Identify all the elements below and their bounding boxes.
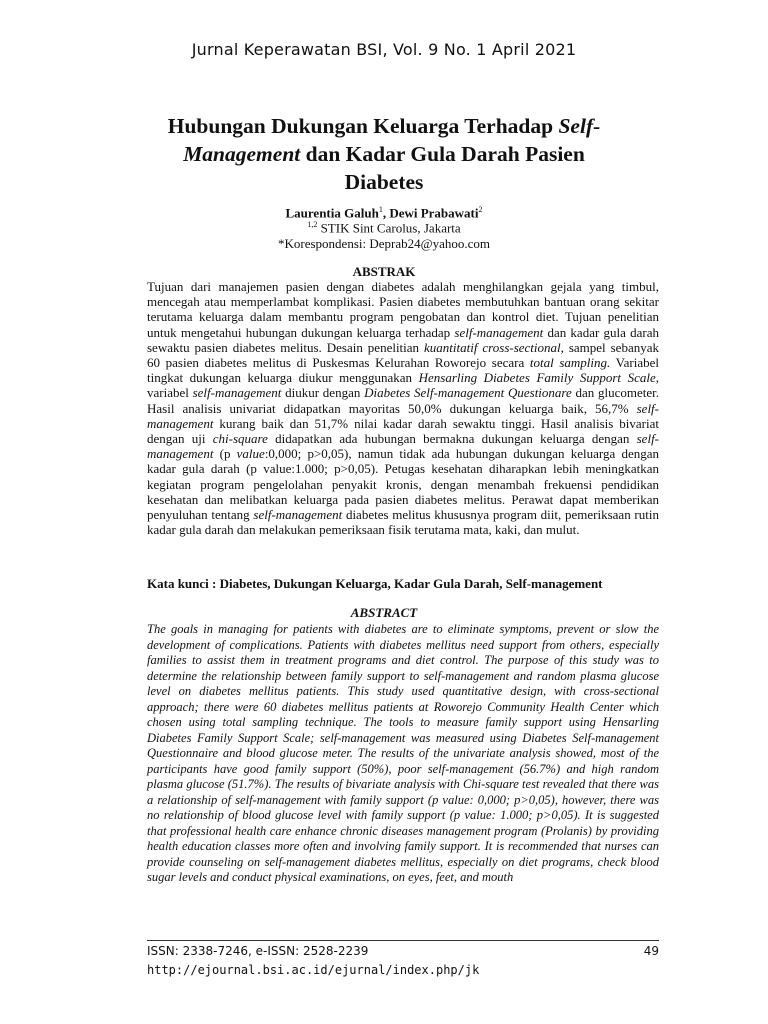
affiliation-text: STIK Sint Carolus, Jakarta xyxy=(317,220,461,236)
abstrak-text: diukur dengan xyxy=(281,385,365,401)
author-2-sup: 2 xyxy=(478,205,483,214)
footer-divider xyxy=(147,940,659,941)
abstrak-italic-term: self-management xyxy=(253,507,343,523)
abstrak-text: dan kadar gula darah sewaktu pasien diabetes melitus. Desain penelitian xyxy=(147,324,659,355)
page-number: 49 xyxy=(643,944,659,958)
abstrak-italic-term: self-management xyxy=(147,400,659,431)
abstrak-italic-term: value xyxy=(236,446,265,462)
abstrak-text: :0,000; p>0,05), namun tidak ada hubungan dukungan keluarga dengan kadar gula darah (p value:1.000; p>0,05). Petugas kesehatan diharapkan lebih meningkatkan kegiatan program pengelolahan penyakit kronis, dengan menambah frekuensi pendidikan kesehatan dan melibatkan keluarga pada pasien diabetes melitus. Perawat dapat memberikan penyuluhan tentang xyxy=(147,446,659,523)
abstrak-italic-term: self-management xyxy=(147,431,660,462)
title-part-1: Hubungan Dukungan Keluarga Terhadap xyxy=(167,114,559,138)
journal-header: Jurnal Keperawatan BSI, Vol. 9 No. 1 April 2021 xyxy=(191,40,577,59)
author-1: Laurentia Galuh xyxy=(285,205,379,221)
correspondence: *Korespondensi: Deprab24@yahoo.com xyxy=(278,236,490,251)
abstrak-body xyxy=(147,279,659,537)
abstrak-text: dan glucometer. Hasil analisis univariat didapatkan mayoritas 50,0% dukungan keluarga baik, 56,7% xyxy=(147,385,659,416)
abstract-body: The goals in managing for patients with diabetes are to eliminate symptoms, prevent or slow the development of complications. Patients with diabetes mellitus need support from others, especially families to assist them in treatment programs and diet control. The purpose of this study was to determine the relationship between family support to self-management and random plasma glucose level on diabetes mellitus patients. This study used quantitative design, with cross-sectional approach; there were 60 diabetes mellitus patients at Roworejo Community Health Center which chosen using total sampling technique. The tools to measure family support using Hensarling Diabetes Family Support Scale; self-management was measured using Diabetes Self-management Questionnaire and blood glucose meter. The results of the univariate analysis showed, most of the participants have good family support (50%), poor self-management (56.7%) and high random plasma glucose (51.7%). The results of bivariate analysis with Chi-square test revealed that there was a relationship of self-management with family support (p value: 0,000; p>0,05), however, there was no relationship of blood glucose level with family support (p value: 1.000; p>0,05). It is suggested that professional health care enhance chronic diseases management program (Prolanis) by providing health education classes more often and involving family support. It is recommended that nurses can provide counseling on self-management diabetes mellitus, especially on diet programs, check blood sugar levels and conduct physical examinations, on eyes, feet, and mouth xyxy=(147,622,659,884)
keywords: Kata kunci : Diabetes, Dukungan Keluarga, Kadar Gula Darah, Self-management xyxy=(147,576,603,591)
abstrak-italic-term: Hensarling Diabetes Family Support Scale xyxy=(418,370,656,386)
abstrak-text: kurang baik dan 51,7% nilai kadar darah sewaktu tinggi. Hasil analisis bivariat dengan uji xyxy=(147,415,659,447)
title-italic: Self-Management xyxy=(183,114,601,166)
abstrak-text: diabetes melitus khususnya program diit, pemeriksaan rutin kadar gula darah dan melakukan pemeriksaan fisik terutama mata, kaki, dan mulut. xyxy=(147,507,659,538)
affiliation-sup: 1,2 xyxy=(307,220,318,229)
author-1-sup: 1 xyxy=(378,205,383,214)
abstrak-text: (p xyxy=(213,446,237,462)
abstrak-italic-term: kuantitatif cross-sectional, xyxy=(424,339,564,355)
abstrak-heading: ABSTRAK xyxy=(352,264,416,279)
issn: ISSN: 2338-7246, e-ISSN: 2528-2239 xyxy=(147,944,369,958)
abstrak-italic-term: self-management xyxy=(454,324,544,340)
abstrak-italic-term: chi-square xyxy=(212,431,268,447)
affiliation xyxy=(0,220,768,236)
abstrak-text: , variabel xyxy=(147,370,659,401)
author-line xyxy=(0,205,768,221)
abstrak-italic-term: total sampling. xyxy=(529,355,611,371)
paper-title xyxy=(150,112,618,196)
abstrak-italic-term: self-management xyxy=(192,385,282,401)
abstract-heading: ABSTRACT xyxy=(350,605,418,620)
abstrak-text: didapatkan ada hubungan bermakna dukungan keluarga dengan xyxy=(267,431,637,447)
author-2: Dewi Prabawati xyxy=(389,205,479,221)
title-part-2: dan Kadar Gula Darah Pasien Diabetes xyxy=(300,142,585,194)
abstrak-italic-term: Diabetes Self-management Questionare xyxy=(364,385,572,401)
abstrak-text: Tujuan dari manajemen pasien dengan diabetes adalah menghilangkan gejala yang timbul, mencegah atau memperlambat komplikasi. Pasien diabetes membutuhkan bantuan orang sekitar terutama keluarga dalam membantu program pengobatan dan kontrol diet. Tujuan penelitian untuk mengetahui hubungan dukungan keluarga terhadap xyxy=(147,279,659,340)
abstrak-text: Variabel tingkat dukungan keluarga diukur menggunakan xyxy=(147,355,659,386)
journal-url[interactable]: http://ejournal.bsi.ac.id/ejurnal/index.php/jk xyxy=(147,963,480,977)
author-separator: , xyxy=(382,205,390,221)
abstrak-text: sampel sebanyak 60 pasien diabetes melitus di Puskesmas Kelurahan Roworejo secara xyxy=(147,339,659,371)
